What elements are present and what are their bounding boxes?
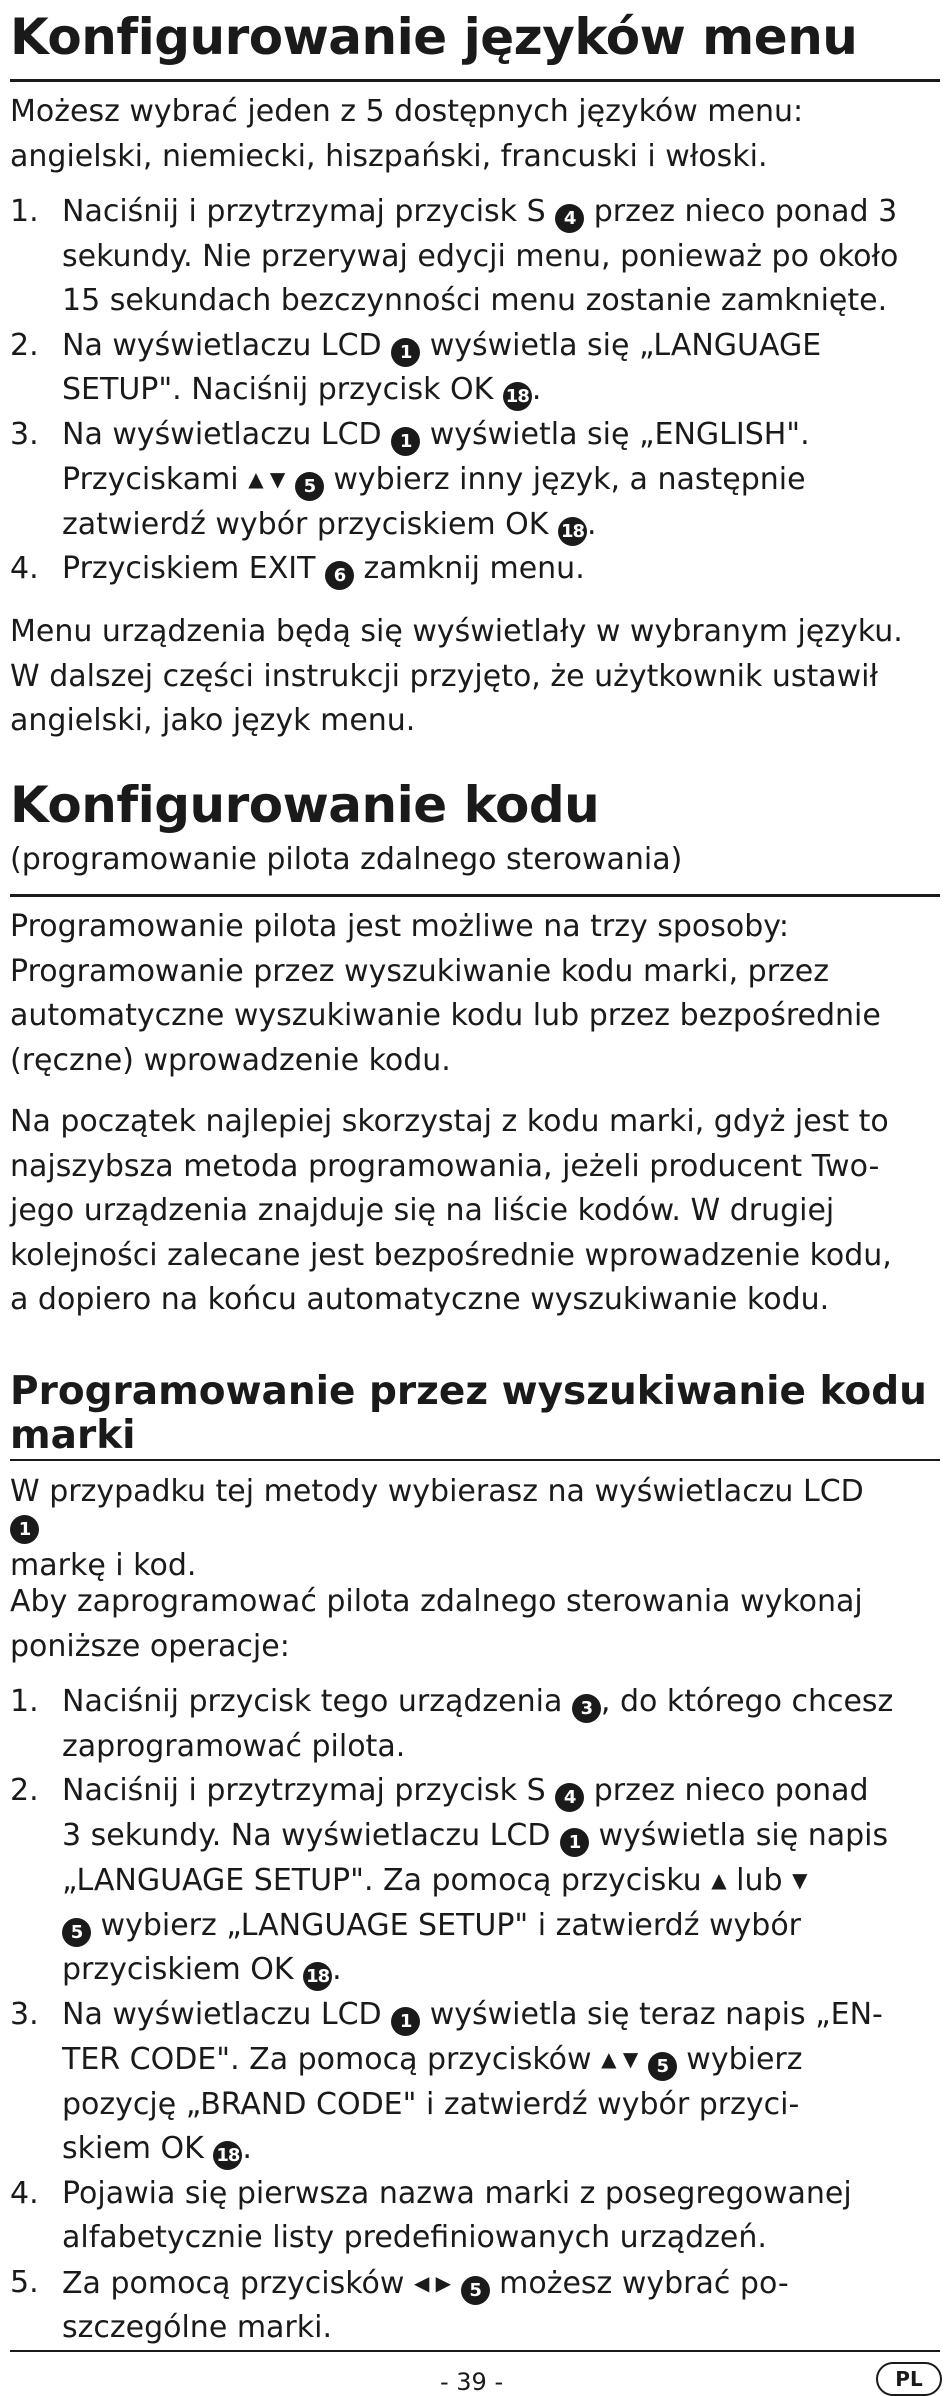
- text-segment: Naciśnij i przytrzymaj przycisk S: [62, 1773, 556, 1808]
- paragraph-line: [10, 1470, 940, 1544]
- text-segment: wyświetla się teraz napis „EN-: [420, 1996, 883, 2032]
- text-segment: wyświetla się „ENGLISH".: [420, 416, 810, 452]
- menu-languages-steps: [10, 190, 940, 592]
- reference-number-badge: 4: [555, 204, 584, 233]
- reference-number-badge: 3: [572, 1694, 601, 1723]
- text-segment: Na wyświetlaczu LCD: [62, 327, 392, 363]
- arrow-button-icon: ▲: [711, 1868, 727, 1892]
- list-item: [10, 190, 940, 324]
- step-line: [62, 1904, 940, 1949]
- text-segment: 15 sekundach bezczynności menu zostanie zamknięte.: [62, 283, 888, 318]
- text-segment: alfabetycznie listy predefiniowanych urządzeń.: [62, 2220, 767, 2255]
- text-segment: , do którego chcesz: [600, 1684, 894, 1719]
- text-segment: lub: [726, 1863, 793, 1898]
- step-line: [62, 547, 940, 592]
- step-line: [62, 2261, 940, 2307]
- code-setup-paragraph-methods: Programowanie pilota jest możliwe na trzy sposoby: Programowanie przez wyszukiwanie kodu marki, przez automatyczne wyszukiwanie kodu lub przez bezpośrednie (ręczne) wprowadzenie kodu.: [10, 909, 881, 1078]
- text-segment: Przyciskami: [62, 462, 249, 497]
- step-line: [62, 279, 940, 324]
- text-segment: Pojawia się pierwsza nazwa marki z posegregowanej: [62, 2175, 852, 2211]
- step-line: [62, 1725, 940, 1770]
- text-segment: sekundy. Nie przerywaj edycji menu, ponieważ po około: [62, 238, 899, 274]
- step-line: [62, 1858, 940, 1904]
- text-segment: wyświetla się napis: [588, 1817, 889, 1853]
- arrow-button-icon: ▼: [792, 1868, 808, 1892]
- list-item: [10, 1769, 940, 1993]
- text-segment: .: [587, 506, 597, 542]
- reference-number-badge: 5: [62, 1918, 91, 1947]
- text-segment: 3 sekundy. Na wyświetlaczu LCD: [62, 1817, 560, 1853]
- step-line: [62, 413, 940, 458]
- step-line: [62, 235, 940, 280]
- step-line: [62, 2172, 940, 2217]
- text-segment: Naciśnij przycisk tego urządzenia: [62, 1684, 572, 1719]
- reference-number-badge: 5: [461, 2276, 490, 2305]
- brand-code-steps: [10, 1680, 940, 2351]
- text-segment: Na wyświetlaczu LCD: [62, 416, 392, 452]
- step-line: [62, 2216, 940, 2261]
- text-segment: [285, 462, 295, 497]
- reference-number-badge: 1: [10, 1515, 39, 1544]
- step-line: [62, 1769, 940, 1814]
- step-line: [62, 1948, 940, 1993]
- step-line: [62, 190, 940, 235]
- reference-number-badge: 1: [560, 1828, 589, 1857]
- text-segment: [451, 2266, 461, 2301]
- step-line: [62, 1680, 940, 1725]
- step-number: 4.: [10, 551, 39, 586]
- text-segment: zatwierdź wybór przyciskiem OK: [62, 506, 558, 542]
- text-segment: zamknij menu.: [354, 551, 585, 586]
- list-item: [10, 324, 940, 413]
- step-number: 2.: [10, 327, 39, 363]
- brand-code-paragraph-instructions: Aby zaprogramować pilota zdalnego sterowania wykonaj poniższe operacje:: [10, 1584, 863, 1664]
- step-line: [62, 1993, 940, 2038]
- menu-languages-intro: Możesz wybrać jeden z 5 dostępnych języków menu: angielski, niemiecki, hiszpański, francuski i włoski.: [10, 94, 804, 174]
- step-line: [62, 368, 940, 413]
- text-segment: .: [242, 2131, 252, 2166]
- step-number: 1.: [10, 194, 39, 229]
- list-item: [10, 2172, 940, 2261]
- reference-number-badge: 1: [391, 338, 420, 367]
- arrow-button-icon: ▲ ▼: [601, 2047, 639, 2071]
- code-setup-subtitle: (programowanie pilota zdalnego sterowania): [10, 842, 683, 877]
- step-line: [62, 2127, 940, 2172]
- text-segment: W przypadku tej metody wybierasz na wyświetlaczu LCD: [10, 1474, 864, 1509]
- reference-number-badge: 18: [558, 517, 587, 546]
- list-item: [10, 2261, 940, 2351]
- text-segment: Za pomocą przycisków: [62, 2265, 414, 2301]
- reference-number-badge: 6: [325, 561, 354, 590]
- step-number: 4.: [10, 2175, 39, 2211]
- reference-number-badge: 5: [295, 472, 324, 501]
- language-badge: PL: [876, 2362, 942, 2396]
- step-number: 3.: [10, 416, 39, 452]
- text-segment: możesz wybrać po-: [489, 2265, 789, 2301]
- arrow-button-icon: ◀ ▶: [413, 2270, 452, 2295]
- text-segment: skiem OK: [62, 2131, 214, 2166]
- code-setup-paragraph-recommendation: Na początek najlepiej skorzystaj z kodu marki, gdyż jest to najszybsza metoda programowania, jeżeli producent Two- jego urządzenia znajduje się na liście kodów. W drugiej kolejności zalecane jest bezpośrednie wprowadzenie kodu, a dopiero na końcu automatyczne wyszukiwanie kodu.: [10, 1104, 892, 1317]
- step-line: [62, 2306, 940, 2351]
- step-number: 5.: [10, 2264, 39, 2300]
- text-segment: .: [531, 372, 542, 407]
- reference-number-badge: 1: [391, 427, 420, 456]
- brand-code-paragraph-method: [10, 1470, 940, 1588]
- list-item: [10, 413, 940, 548]
- text-segment: pozycję „BRAND CODE" i zatwierdź wybór przyci-: [62, 2086, 800, 2122]
- menu-languages-outro: Menu urządzenia będą się wyświetlały w wybranym języku. W dalszej części instrukcji przyjęto, że użytkownik ustawił angielski, jako język menu.: [10, 614, 903, 738]
- text-segment: przyciskiem OK: [62, 1952, 304, 1987]
- footer-rule: [10, 2350, 940, 2352]
- text-segment: wybierz inny język, a następnie: [323, 462, 806, 497]
- step-line: [62, 324, 940, 369]
- step-line: [62, 457, 940, 503]
- reference-number-badge: 1: [391, 2007, 420, 2036]
- text-segment: TER CODE". Za pomocą przycisków: [62, 2042, 602, 2077]
- page-number: - 39 -: [440, 2368, 504, 2396]
- text-segment: Na wyświetlaczu LCD: [62, 1996, 392, 2032]
- list-item: [10, 547, 940, 592]
- text-segment: zaprogramować pilota.: [62, 1728, 406, 1764]
- text-segment: markę i kod.: [10, 1547, 197, 1583]
- step-number: 1.: [10, 1684, 39, 1719]
- text-segment: SETUP". Naciśnij przycisk OK: [62, 372, 503, 407]
- reference-number-badge: 5: [648, 2052, 677, 2081]
- section-title-rule: [10, 1459, 940, 1461]
- section-title-rule: [10, 79, 940, 82]
- text-segment: szczególne marki.: [62, 2310, 332, 2345]
- text-segment: wybierz: [676, 2042, 803, 2077]
- step-number: 2.: [10, 1773, 39, 1808]
- reference-number-badge: 4: [555, 1783, 584, 1812]
- text-segment: „LANGUAGE SETUP". Za pomocą przycisku: [62, 1863, 712, 1898]
- section-title-menu-languages: Konfigurowanie języków menu: [10, 8, 858, 66]
- arrow-button-icon: ▲ ▼: [248, 467, 286, 491]
- step-line: [62, 2083, 940, 2128]
- step-number: 3.: [10, 1996, 39, 2032]
- text-segment: Przyciskiem EXIT: [62, 551, 325, 586]
- reference-number-badge: 18: [303, 1962, 332, 1991]
- list-item: [10, 1993, 940, 2172]
- text-segment: przez nieco ponad 3: [584, 194, 898, 229]
- text-segment: [638, 2042, 648, 2077]
- section-title-brand-code-search: Programowanie przez wyszukiwanie kodu marki: [10, 1369, 927, 1458]
- text-segment: przez nieco ponad: [584, 1773, 869, 1808]
- text-segment: wybierz „LANGUAGE SETUP" i zatwierdź wybór: [91, 1907, 802, 1943]
- step-line: [62, 2037, 940, 2083]
- section-title-code-setup: Konfigurowanie kodu: [10, 776, 600, 834]
- step-line: [62, 1814, 940, 1859]
- step-line: [62, 503, 940, 548]
- section-title-rule: [10, 894, 940, 897]
- text-segment: wyświetla się „LANGUAGE: [420, 327, 822, 363]
- reference-number-badge: 18: [213, 2141, 242, 2170]
- reference-number-badge: 18: [503, 382, 532, 411]
- text-segment: .: [332, 1952, 342, 1987]
- list-item: [10, 1680, 940, 1769]
- text-segment: Naciśnij i przytrzymaj przycisk S: [62, 194, 556, 229]
